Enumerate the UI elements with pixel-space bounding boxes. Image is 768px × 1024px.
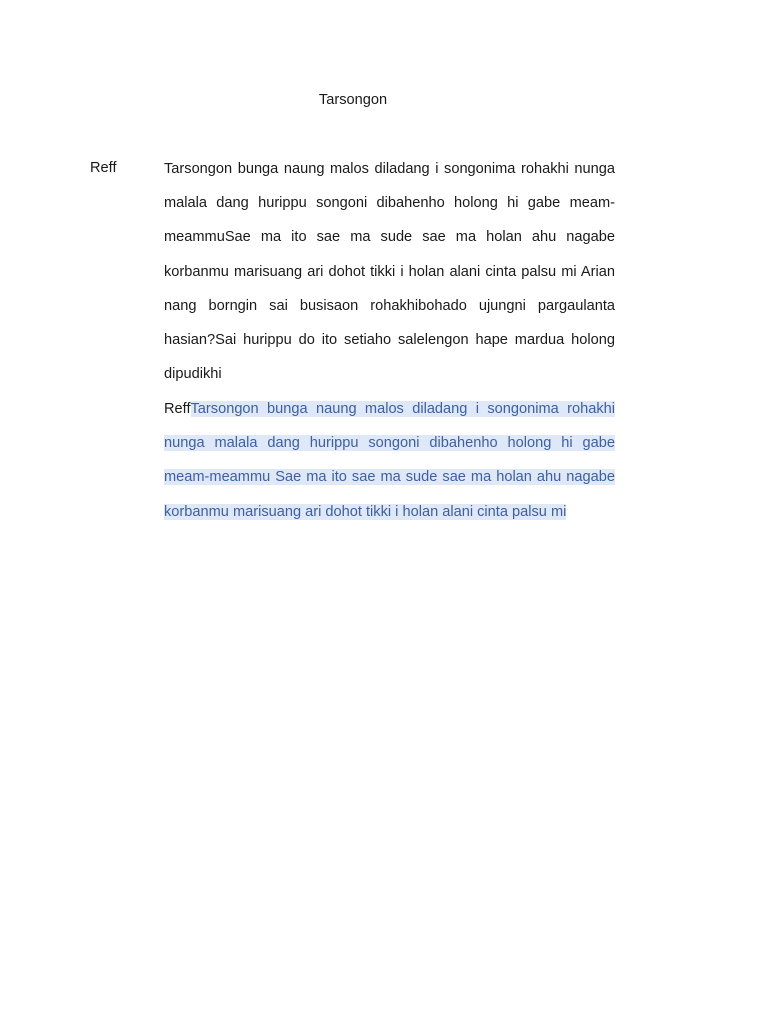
highlighted-text: Tarsongon bunga naung malos diladang i songonima rohakhi nunga malala dang hurippu songoni dibahenho holong hi gabe meam-meammu Sae ma ito sae ma sude sae ma holan ahu nagabe korbanmu marisuang ari dohot tikki i holan alani cinta palsu mi xyxy=(164,401,615,520)
lyrics-paragraph-2 xyxy=(164,392,615,529)
document-title: Tarsongon xyxy=(318,92,388,108)
lyrics-paragraph-1: Tarsongon bunga naung malos diladang i songonima rohakhi nunga malala dang hurippu songoni dibahenho holong hi gabe meam-meammuSae ma ito sae ma sude sae ma holan ahu nagabe korbanmu marisuang ari dohot tikki i holan alani cinta palsu mi Arian nang borngin sai busisaon rohakhibohado ujungni pargaulanta hasian?Sai hurippu do ito setiaho salelengon hape mardua holong dipudikhi xyxy=(164,161,615,383)
reff-inline-label: Reff xyxy=(164,401,191,417)
reff-label: Reff xyxy=(90,160,117,176)
